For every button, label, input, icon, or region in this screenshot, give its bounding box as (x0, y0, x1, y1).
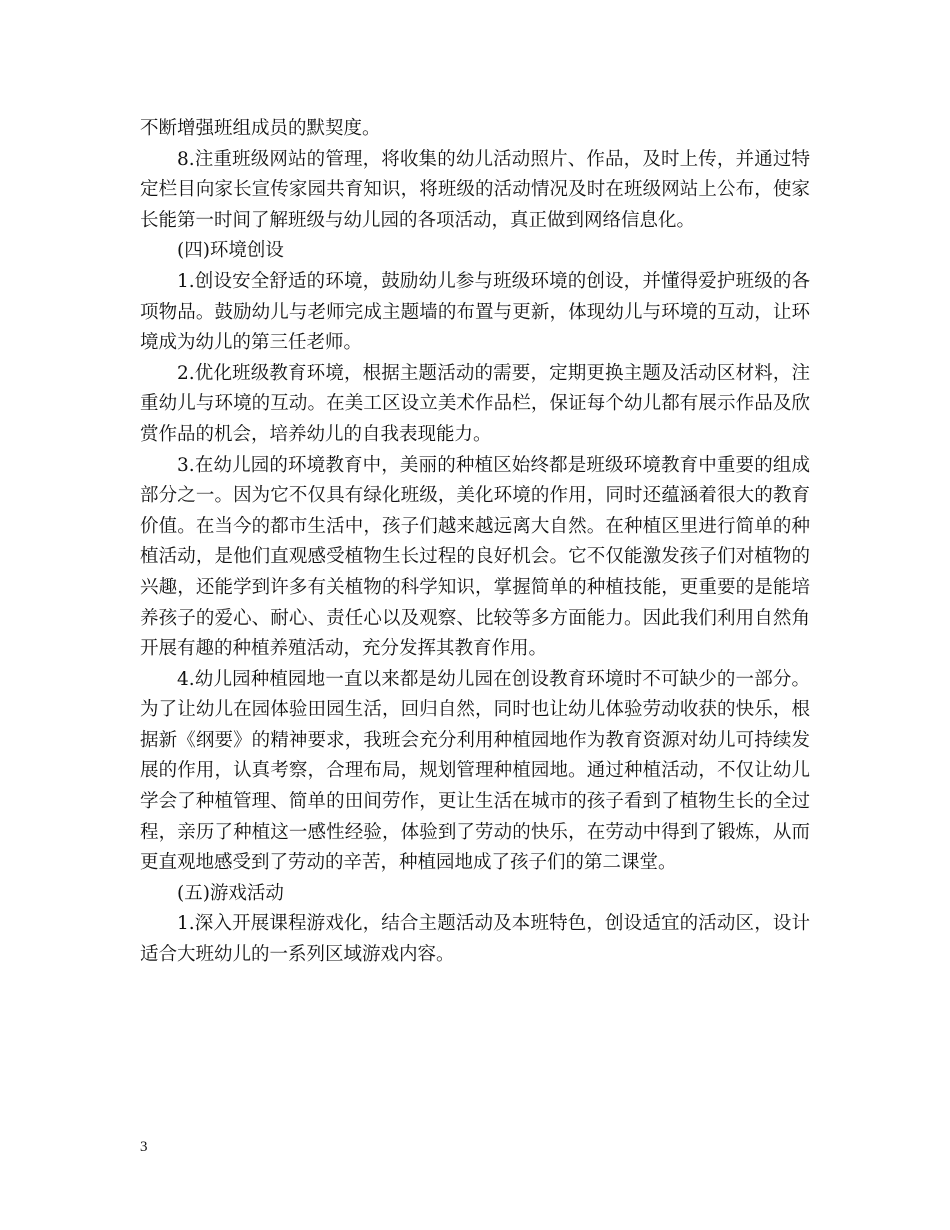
document-body (140, 114, 810, 971)
paragraph-item-1-games: 1.深入开展课程游戏化，结合主题活动及本班特色，创设适宜的活动区，设计适合大班幼儿的一系列区域游戏内容。 (140, 913, 810, 966)
paragraph-item-3-planting-area: 3.在幼儿园的环境教育中，美丽的种植区始终都是班级环境教育中重要的组成部分之一。因为它不仅具有绿化班级，美化环境的作用，同时还蕴涵着很大的教育价值。在当今的都市生活中，孩子们越来越远离大自然。在种植区里进行简单的种植活动，是他们直观感受植物生长过程的良好机会。它不仅能激发孩子们对植物的兴趣，还能学到许多有关植物的科学知识，掌握简单的种植技能，更重要的是能培养孩子的爱心、耐心、责任心以及观察、比较等多方面能力。因此我们利用自然角开展有趣的种植养殖活动，充分发挥其教育作用。 (140, 454, 810, 660)
paragraph-continuation: 不断增强班组成员的默契度。 (140, 118, 381, 139)
section-heading-games: (五)游戏活动 (177, 882, 284, 904)
paragraph-item-1-environment: 1.创设安全舒适的环境，鼓励幼儿参与班级环境的创设，并懂得爱护班级的各项物品。鼓励幼儿与老师完成主题墙的布置与更新，体现幼儿与环境的互动，让环境成为幼儿的第三任老师。 (140, 270, 810, 354)
section-heading-environment: (四)环境创设 (177, 240, 284, 262)
paragraph-item-4-planting-garden: 4.幼儿园种植园地一直以来都是幼儿园在创设教育环境时不可缺少的一部分。为了让幼儿在园体验田园生活，回归自然，同时也让幼儿体验劳动收获的快乐，根据新《纲要》的精神要求，我班会充分利用种植园地作为教育资源对幼儿可持续发展的作用，认真考察，合理布局，规划管理种植园地。通过种植活动，不仅让幼儿学会了种植管理、简单的田间劳作，更让生活在城市的孩子看到了植物生长的全过程，亲历了种植这一感性经验，体验到了劳动的快乐，在劳动中得到了锻炼，从而更直观地感受到了劳动的辛苦，种植园地成了孩子们的第二课堂。 (140, 668, 810, 874)
page-number: 3 (140, 1139, 148, 1155)
paragraph-item-8-website: 8.注重班级网站的管理，将收集的幼儿活动照片、作品，及时上传，并通过特定栏目向家长宣传家园共育知识，将班级的活动情况及时在班级网站上公布，使家长能第一时间了解班级与幼儿园的各项活动，真正做到网络信息化。 (140, 148, 810, 231)
paragraph-item-2-environment: 2.优化班级教育环境，根据主题活动的需要，定期更换主题及活动区材料，注重幼儿与环境的互动。在美工区设立美术作品栏，保证每个幼儿都有展示作品及欣赏作品的机会，培养幼儿的自我表现能力。 (140, 362, 810, 445)
